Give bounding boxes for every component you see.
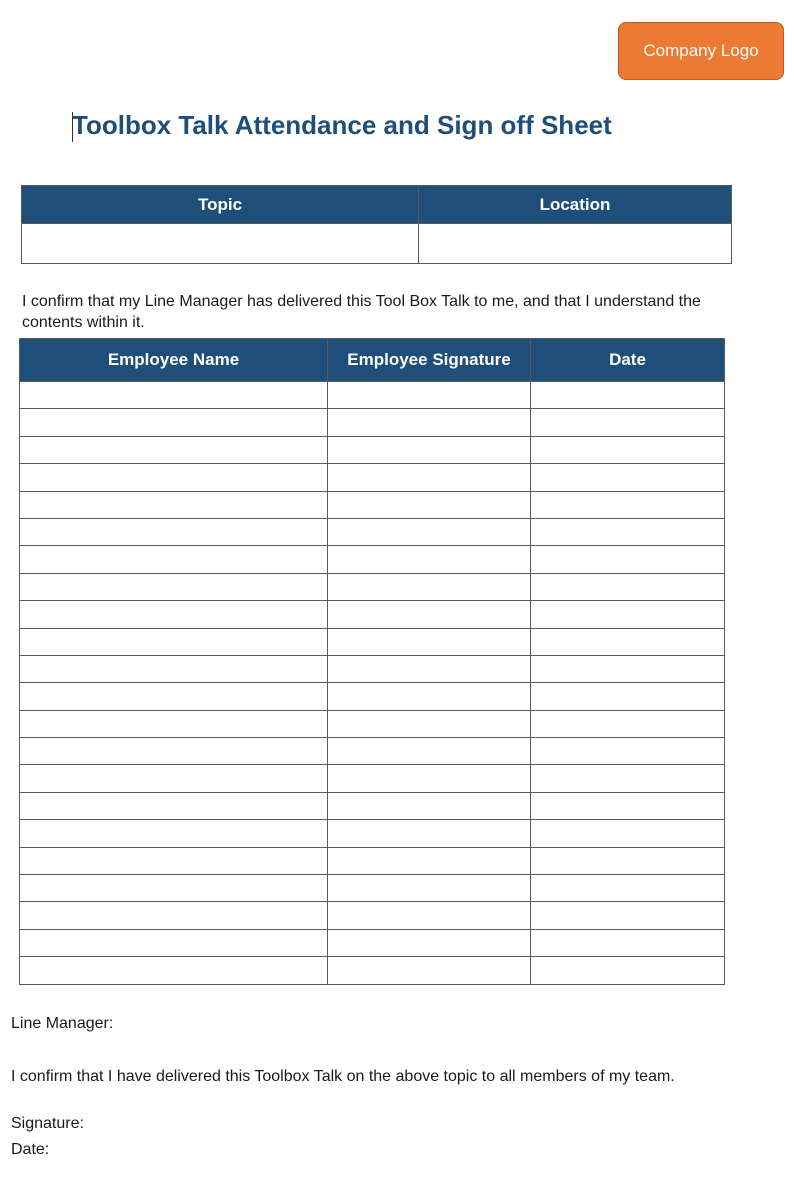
table-row [20,792,725,819]
date-label: Date: [11,1141,50,1158]
table-row [20,409,725,436]
employee-signature-cell[interactable] [328,847,531,874]
attendance-table [19,338,725,985]
date-cell[interactable] [531,601,725,628]
employee-signature-cell[interactable] [328,491,531,518]
employee-name-cell[interactable] [20,929,328,956]
employee-name-cell[interactable] [20,546,328,573]
employee-name-cell[interactable] [20,957,328,984]
employee-name-cell[interactable] [20,875,328,902]
attendance-table-body [20,382,725,985]
location-field[interactable] [419,224,732,264]
line-manager-label: Line Manager: [11,1015,114,1032]
employee-name-cell[interactable] [20,601,328,628]
employee-signature-cell[interactable] [328,382,531,409]
date-cell[interactable] [531,765,725,792]
employee-signature-cell[interactable] [328,875,531,902]
employee-signature-cell[interactable] [328,546,531,573]
employee-name-cell[interactable] [20,765,328,792]
location-header: Location [419,186,732,224]
company-logo [618,22,784,80]
employee-name-cell[interactable] [20,464,328,491]
employee-signature-cell[interactable] [328,518,531,545]
company-logo-label: Company Logo [643,41,759,60]
employee-signature-cell[interactable] [328,601,531,628]
employee-name-cell[interactable] [20,628,328,655]
employee-name-cell[interactable] [20,655,328,682]
employee-name-header: Employee Name [20,339,328,382]
employee-signature-cell[interactable] [328,683,531,710]
date-cell[interactable] [531,382,725,409]
date-cell[interactable] [531,902,725,929]
date-cell[interactable] [531,546,725,573]
employee-name-cell[interactable] [20,518,328,545]
employee-name-cell[interactable] [20,683,328,710]
topic-table-row [22,224,732,264]
manager-confirmation-text: I confirm that I have delivered this Toolbox Talk on the above topic to all members of my team. [11,1068,675,1085]
date-cell[interactable] [531,957,725,984]
employee-name-cell[interactable] [20,738,328,765]
date-header: Date [531,339,725,382]
employee-signature-cell[interactable] [328,655,531,682]
table-row [20,601,725,628]
employee-signature-cell[interactable] [328,628,531,655]
employee-signature-cell[interactable] [328,738,531,765]
table-row [20,875,725,902]
table-row [20,518,725,545]
employee-name-cell[interactable] [20,382,328,409]
table-row [20,382,725,409]
table-row [20,847,725,874]
employee-name-cell[interactable] [20,710,328,737]
employee-signature-cell[interactable] [328,436,531,463]
table-row [20,902,725,929]
table-row [20,710,725,737]
date-cell[interactable] [531,628,725,655]
table-row [20,765,725,792]
date-cell[interactable] [531,518,725,545]
employee-name-cell[interactable] [20,491,328,518]
employee-signature-cell[interactable] [328,957,531,984]
table-row [20,957,725,984]
employee-name-cell[interactable] [20,847,328,874]
table-row [20,491,725,518]
employee-name-cell[interactable] [20,409,328,436]
employee-signature-header: Employee Signature [328,339,531,382]
date-cell[interactable] [531,573,725,600]
signature-label: Signature: [11,1115,84,1132]
employee-name-cell[interactable] [20,792,328,819]
date-cell[interactable] [531,655,725,682]
date-cell[interactable] [531,929,725,956]
topic-location-table [21,185,732,264]
employee-signature-cell[interactable] [328,929,531,956]
table-row [20,683,725,710]
date-cell[interactable] [531,792,725,819]
table-row [20,436,725,463]
date-cell[interactable] [531,491,725,518]
table-row [20,628,725,655]
date-cell[interactable] [531,875,725,902]
employee-name-cell[interactable] [20,820,328,847]
employee-confirmation-text: I confirm that my Line Manager has delivered this Tool Box Talk to me, and that I understand the contents within it. [22,293,701,331]
employee-name-cell[interactable] [20,902,328,929]
date-cell[interactable] [531,464,725,491]
date-cell[interactable] [531,683,725,710]
table-row [20,546,725,573]
date-cell[interactable] [531,738,725,765]
date-cell[interactable] [531,409,725,436]
date-cell[interactable] [531,847,725,874]
employee-name-cell[interactable] [20,573,328,600]
page-title: Toolbox Talk Attendance and Sign off Sheet [72,110,612,140]
employee-signature-cell[interactable] [328,765,531,792]
attendance-header-row [20,339,725,382]
employee-signature-cell[interactable] [328,409,531,436]
topic-header: Topic [22,186,419,224]
table-row [20,655,725,682]
table-row [20,929,725,956]
table-row [20,738,725,765]
employee-signature-cell[interactable] [328,792,531,819]
employee-signature-cell[interactable] [328,573,531,600]
topic-field[interactable] [22,224,419,264]
employee-signature-cell[interactable] [328,710,531,737]
employee-signature-cell[interactable] [328,820,531,847]
table-row [20,820,725,847]
employee-signature-cell[interactable] [328,902,531,929]
date-cell[interactable] [531,710,725,737]
employee-name-cell[interactable] [20,436,328,463]
table-row [20,573,725,600]
topic-table-header-row [22,186,732,224]
date-cell[interactable] [531,436,725,463]
table-row [20,464,725,491]
date-cell[interactable] [531,820,725,847]
employee-signature-cell[interactable] [328,464,531,491]
